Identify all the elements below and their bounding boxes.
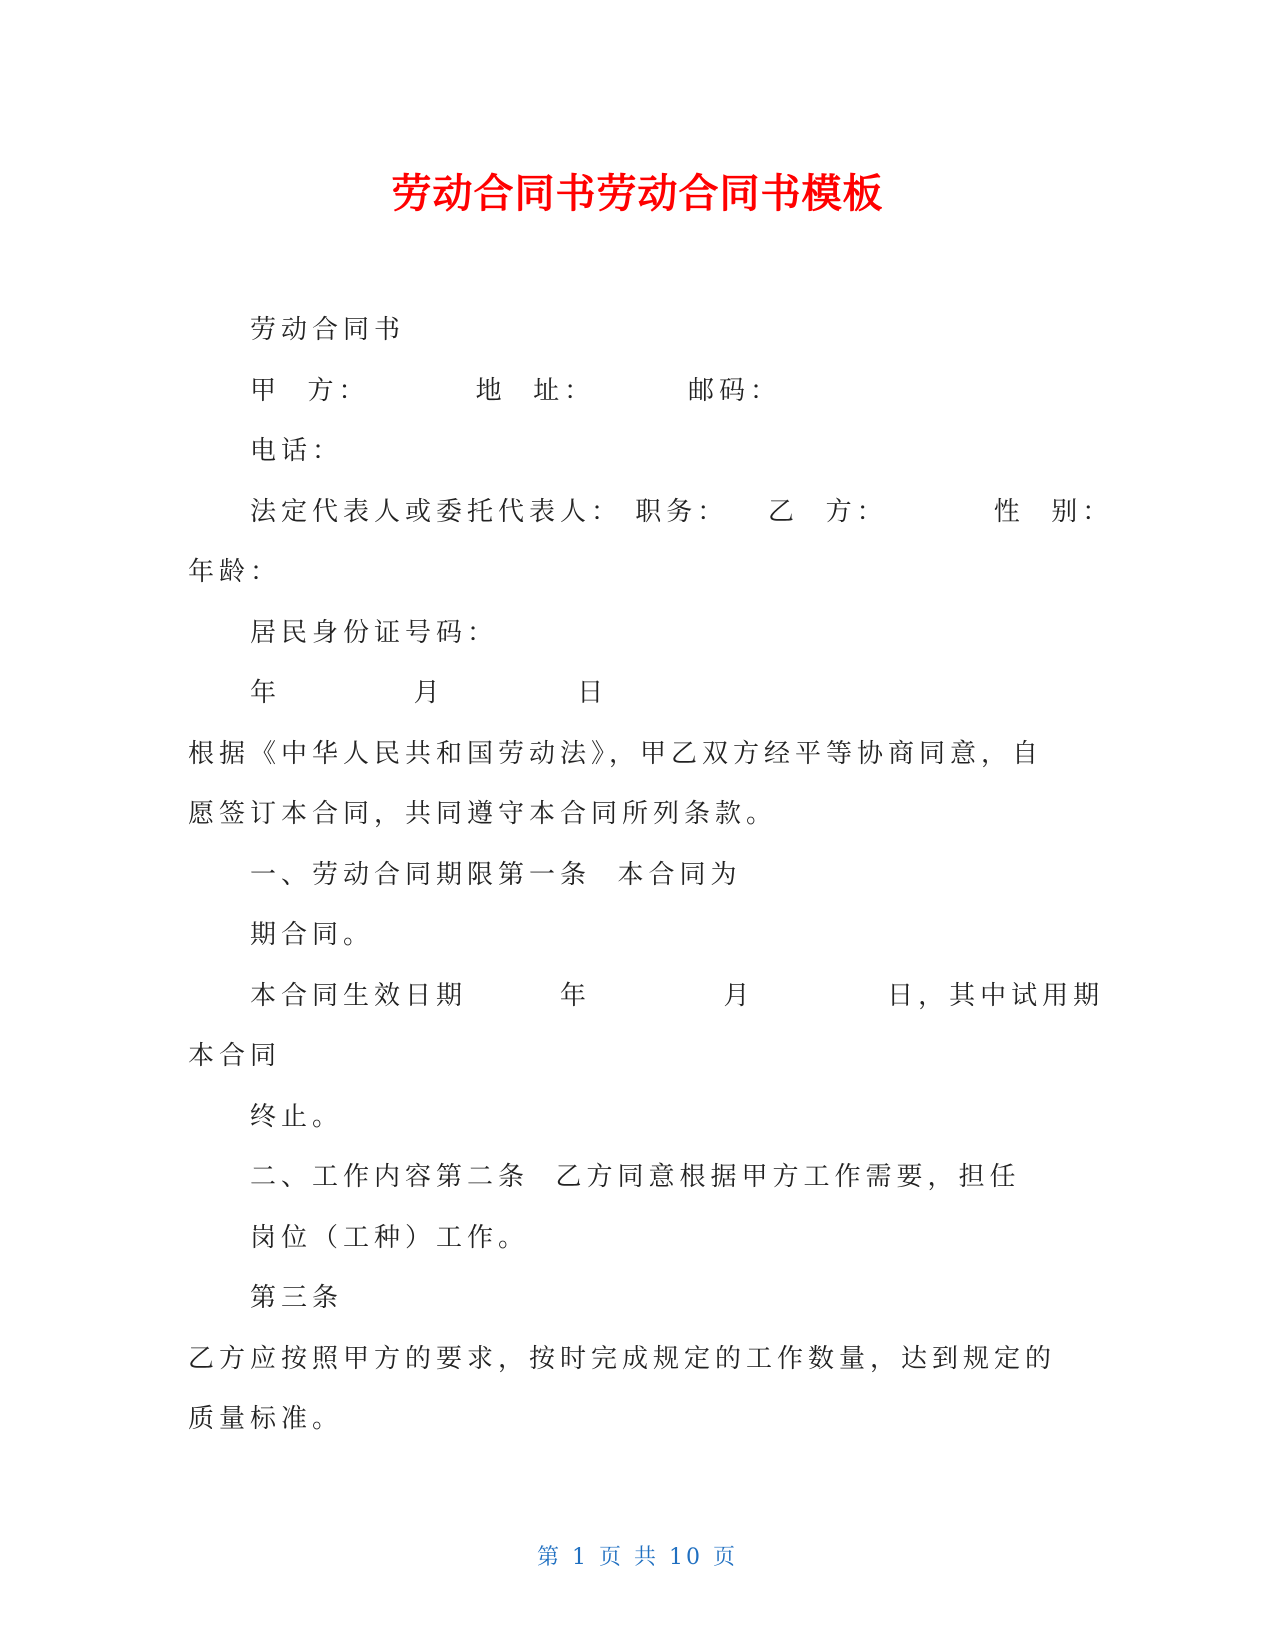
effective-date-line: 本合同生效日期 年 月 日，其中试用期 [250,980,1105,1011]
paragraph-line: 岗位（工种）工作。 [250,1222,530,1253]
page-number: 第 1 页 共 10 页 [537,1545,738,1570]
section-heading: 劳动合同书 [250,315,406,345]
document-title: 劳动合同书劳动合同书模板 [391,171,884,217]
party-a-fields: 甲 方： 地 址： 邮码： [250,375,782,406]
clause-heading: 二、工作内容第二条 乙方同意根据甲方工作需要，担任 [250,1162,1021,1192]
paragraph-line: 乙方应按照甲方的要求，按时完成规定的工作数量，达到规定的 [188,1343,1057,1374]
paragraph-line: 期合同。 [250,920,375,950]
id-number-field: 居民身份证号码： [250,617,499,648]
date-field: 年 月 日 [250,678,609,708]
representative-fields: 法定代表人或委托代表人： 职务： 乙 方： 性 别： [250,496,1114,527]
clause-heading: 第三条 [250,1283,344,1313]
clause-heading: 一、劳动合同期限第一条 本合同为 [250,859,742,890]
paragraph-line: 愿签订本合同，共同遵守本合同所列条款。 [188,799,778,829]
age-field: 年龄： [188,557,282,587]
phone-field: 电话： [250,436,344,466]
document-body [188,300,1114,1450]
paragraph-line: 本合同 [188,1041,282,1071]
paragraph-line: 根据《中华人民共和国劳动法》，甲乙双方经平等协商同意，自 [188,738,1044,769]
paragraph-line: 终止。 [250,1101,344,1132]
paragraph-line: 质量标准。 [188,1404,344,1434]
